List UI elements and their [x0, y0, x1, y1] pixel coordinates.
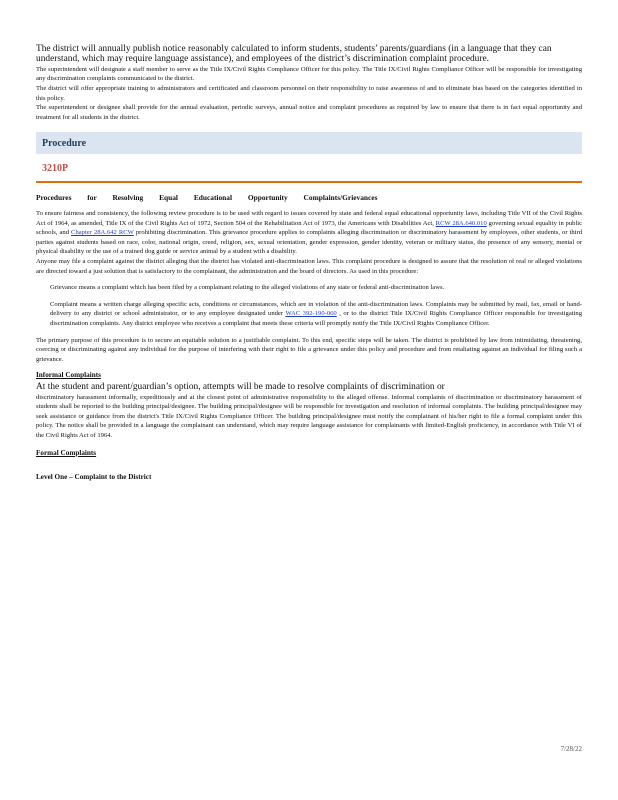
definition-item-complaint — [36, 300, 582, 329]
complaint-text-a: Complaint means a written charge alleging specific acts, conditions or circumstances, which are in violation of the anti-discrimination laws. Complaints may be submitted by mail, fax, email or hand-delivery to any district or school administrator, or to any employee designated under — [50, 300, 582, 318]
purpose-paragraph — [36, 209, 582, 257]
purpose-text-c: prohibiting discrimination. This grievance procedure applies to complaints alleging discrimination or discriminatory harassment by employees, other students, or third parties against students based on race, color, national origin, creed, religion, sex, sexual orientation, gender expression, gender identity, veteran or military status, the presence of any sensory, mental or physical disability or the use of a trained dog guide or service animal by a student with a disability. — [36, 229, 583, 256]
chapter-link[interactable]: Chapter 28A.642 RCW — [71, 229, 134, 237]
bullet-icon — [36, 300, 46, 329]
rcw-link[interactable]: RCW 28A.640.010 — [435, 219, 487, 227]
procedure-title: Procedures for Resolving Equal Educational Opportunity Complaints/Grievances — [36, 192, 378, 202]
complaint-text-b: , or to the district Title IX/Civil Rights Compliance Officer responsible for investigating discrimination complaints. Any district employee who receives a complaint that meets these criteria will promptly notify the Title IX/Civil Rights Compliance Officer. — [50, 310, 583, 327]
informal-heading: Informal Complaints — [36, 371, 101, 380]
procedure-banner — [36, 132, 582, 154]
divider-rule — [36, 181, 582, 183]
anyone-may-file-paragraph: Anyone may file a complaint against the district alleging that the district has violated anti-discrimination laws. This complaint procedure is designed to assure that the resolution of real or alleged violations are directed toward a just solution that is satisfactory to the complainant, the administration and the board of directors. As used in this procedure: — [36, 257, 582, 275]
purpose-text-b: governing sexual equality in public schools, and — [36, 219, 582, 237]
footer-date: 7/28/22 — [560, 745, 582, 753]
complaint-definition — [46, 300, 582, 329]
procedure-code: 3210P — [42, 163, 69, 175]
formal-heading: Formal Complaints — [36, 448, 97, 457]
wac-link[interactable]: WAC 392-190-060 — [285, 310, 337, 318]
primary-purpose-paragraph: The primary purpose of this procedure is to secure an equitable solution to a justifiable complaint. To this end, specific steps will be taken. The district is prohibited by law from intimidating, threatening, coercing or discriminating against any individual for the purpose of interfering with their right to file a grievance under this policy and procedure and from retaliating against an individual for filing such a grievance. — [36, 336, 582, 363]
informal-text: discriminatory harassment informally, expeditiously and at the closest point of administrative responsibility to the alleged offense. Informal complaints of discrimination or discriminatory harassment of students shall be reported to the building principal/designee. The building principal/designee will be responsible for investigation and resolution of informal complaints. The building principal/designee may seek assistance or guidance from the district's Title IX/Civil Rights Compliance Officer. The building principal/designee must notify the complainant of his/her right to file a formal complaint under this policy. The notice shall be provided in a language the complainant can understand, which may require language assistance for complainants with limited-English proficiency, in accordance with Title VI of the Civil Rights Act of 1964. — [36, 393, 582, 440]
level-one-heading: Level One – Complaint to the District — [36, 472, 152, 481]
notice-paragraph: The district will annually publish notice reasonably calculated to inform students, students’ parents/guardians (in a language that they can understand, which may require language assistance), and employees of the district’s discrimination complaint procedure. — [36, 44, 552, 65]
definition-item-grievance — [36, 283, 582, 293]
grievance-definition: Grievance means a complaint which has been filed by a complainant relating to the alleged violations of any state or federal anti-discrimination laws. — [50, 284, 445, 292]
compliance-officer-paragraph: The superintendent will designate a staff member to serve as the Title IX/Civil Rights Compliance Officer for this policy. The Title IX/Civil Rights Compliance Officer will be responsible for investigating any discrimination complaints communicated to the district. — [36, 65, 582, 83]
document-page — [36, 44, 582, 481]
evaluation-paragraph: The superintendent or designee shall provide for the annual evaluation, periodic surveys, annual notice and complaint procedures as required by law to ensure that there is in fact equal opportunity and treatment for all students in the district. — [36, 104, 582, 121]
procedure-label: Procedure — [42, 137, 87, 149]
informal-lead: At the student and parent/guardian’s option, attempts will be made to resolve complaints of discrimination or — [36, 382, 445, 393]
purpose-text-a: To ensure fairness and consistency, the following review procedure is to be used with regard to issues covered by state and federal equal educational opportunity laws, including Title VII of the Civil Rights Act of 1964, as amended, Title IX of the Civil Rights Act of 1972, Section 504 of the Rehabilitation Act of 1973, the Americans with Disabilities Act, — [36, 209, 582, 227]
training-paragraph: The district will offer appropriate training to administrators and certificated and classroom personnel on their responsibility to raise awareness of and to eliminate bias based on the categories identified in this policy. — [36, 85, 582, 102]
bullet-icon — [36, 283, 46, 293]
